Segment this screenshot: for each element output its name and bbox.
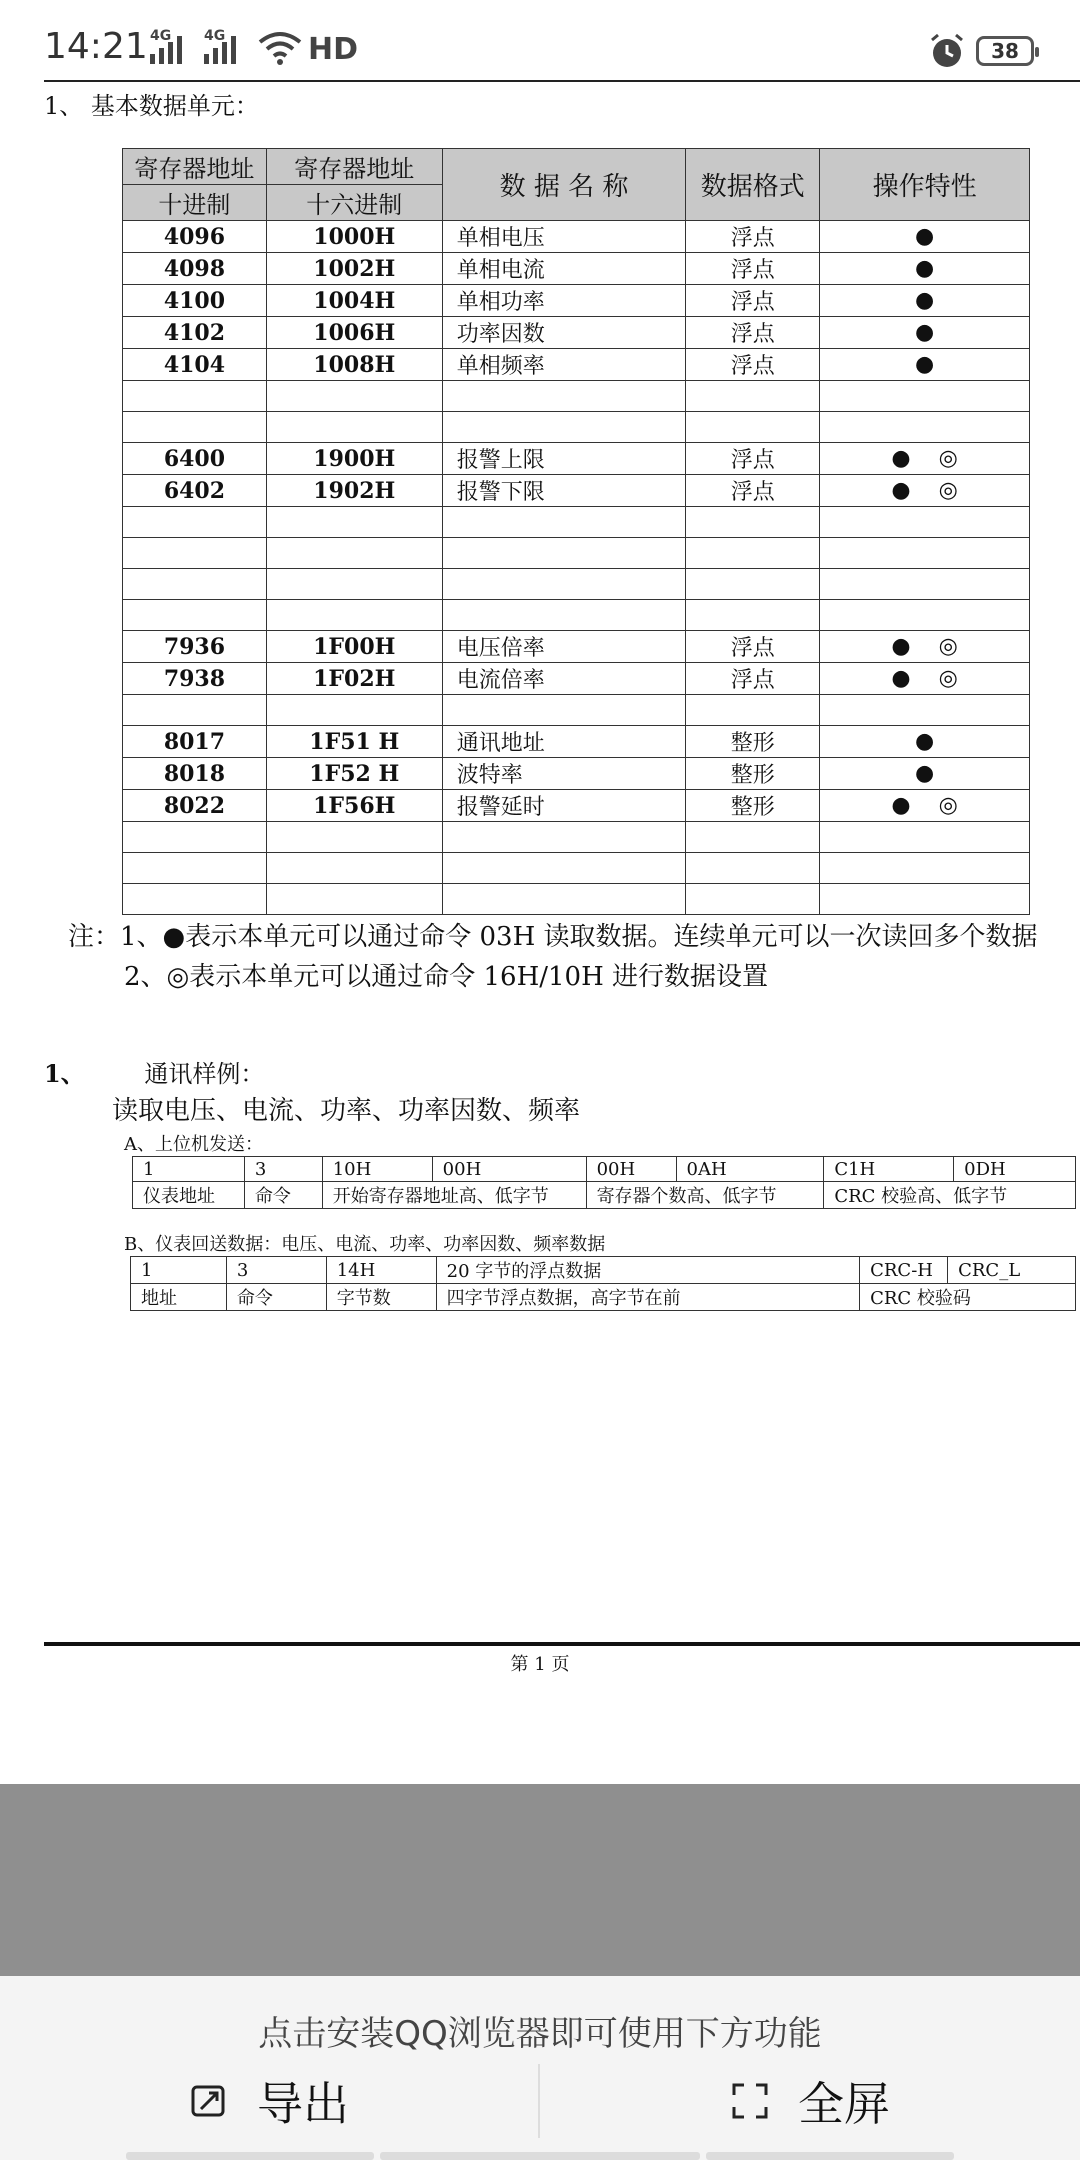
- cell-addr-dec: 6402: [123, 475, 267, 507]
- alarm-icon: [928, 32, 966, 70]
- table-row: [123, 569, 1030, 600]
- signal-icon-2: 4G: [204, 34, 236, 64]
- comm-title-text: 通讯样例：: [144, 1060, 265, 1088]
- fullscreen-button[interactable]: [540, 2066, 1080, 2136]
- status-bar: [0, 0, 1080, 80]
- page-rule: [44, 1642, 1080, 1646]
- cell-ops: ● ◎: [820, 631, 1030, 663]
- send-desc: 仪表地址: [133, 1182, 245, 1209]
- cell-name: [442, 884, 686, 915]
- cell-name: 波特率: [442, 758, 686, 790]
- reply-byte: 14H: [326, 1257, 436, 1284]
- export-icon: [189, 2081, 229, 2121]
- cell-name: 单相电流: [442, 253, 686, 285]
- reply-desc: 字节数: [326, 1284, 436, 1311]
- cell-addr-hex: 1000H: [266, 221, 442, 253]
- cell-addr-dec: 4104: [123, 349, 267, 381]
- cell-ops: ● ◎: [820, 475, 1030, 507]
- cell-ops: ●: [820, 758, 1030, 790]
- cell-addr-hex: 1F51 H: [266, 726, 442, 758]
- cell-addr-dec: 7938: [123, 663, 267, 695]
- cell-ops: ●: [820, 317, 1030, 349]
- export-label: 导出: [257, 2077, 349, 2131]
- cell-addr-hex: 1902H: [266, 475, 442, 507]
- cell-format: [686, 695, 820, 726]
- cell-ops: [820, 695, 1030, 726]
- cell-addr-dec: 6400: [123, 443, 267, 475]
- header-addr-dec-bottom: 十进制: [123, 185, 267, 221]
- table-row: [123, 695, 1030, 726]
- send-byte: C1H: [824, 1157, 954, 1182]
- cell-addr-hex: [266, 853, 442, 884]
- cell-name: [442, 412, 686, 443]
- cell-addr-dec: 4100: [123, 285, 267, 317]
- cell-name: [442, 381, 686, 412]
- gray-overlay-area: [0, 1784, 1080, 1976]
- table-row: [123, 507, 1030, 538]
- table-row: [123, 884, 1030, 915]
- cell-ops: [820, 884, 1030, 915]
- cell-addr-hex: 1900H: [266, 443, 442, 475]
- cell-ops: [820, 569, 1030, 600]
- table-row: [123, 412, 1030, 443]
- reply-byte: 20 字节的浮点数据: [436, 1257, 859, 1284]
- cell-format: [686, 507, 820, 538]
- tab-indicator: [126, 2152, 374, 2160]
- cell-addr-dec: [123, 381, 267, 412]
- cell-ops: [820, 412, 1030, 443]
- cell-addr-hex: [266, 538, 442, 569]
- cell-ops: ●: [820, 349, 1030, 381]
- install-prompt-text[interactable]: 点击安装QQ浏览器即可使用下方功能: [258, 2014, 822, 2054]
- tab-indicator: [706, 2152, 954, 2160]
- cell-format: [686, 569, 820, 600]
- cell-addr-hex: [266, 381, 442, 412]
- register-table: [122, 148, 1030, 915]
- cell-format: [686, 884, 820, 915]
- reply-byte: CRC_L: [948, 1257, 1076, 1284]
- table-row: [123, 349, 1030, 381]
- cell-name: 报警上限: [442, 443, 686, 475]
- cell-name: 单相频率: [442, 349, 686, 381]
- header-addr-dec-top: 寄存器地址: [123, 149, 267, 185]
- table-row: [123, 538, 1030, 569]
- cell-format: 浮点: [686, 349, 820, 381]
- signal-icon: 4G: [150, 34, 182, 64]
- cell-format: 浮点: [686, 221, 820, 253]
- battery-icon: 38: [976, 36, 1034, 66]
- send-byte: 00H: [586, 1157, 676, 1182]
- cell-addr-hex: 1F02H: [266, 663, 442, 695]
- send-desc: CRC 校验高、低字节: [824, 1182, 1076, 1209]
- cell-addr-dec: [123, 695, 267, 726]
- cell-name: 功率因数: [442, 317, 686, 349]
- header-addr-hex-bottom: 十六进制: [266, 185, 442, 221]
- cell-ops: [820, 538, 1030, 569]
- cell-name: [442, 853, 686, 884]
- send-packet-table: [132, 1156, 1076, 1209]
- cell-addr-hex: 1F00H: [266, 631, 442, 663]
- cell-addr-dec: [123, 600, 267, 631]
- wifi-icon: [258, 30, 302, 66]
- cell-ops: ● ◎: [820, 663, 1030, 695]
- cell-ops: ●: [820, 726, 1030, 758]
- tab-indicator: [380, 2152, 700, 2160]
- cell-name: 报警下限: [442, 475, 686, 507]
- fullscreen-label: 全屏: [798, 2077, 890, 2131]
- cell-ops: [820, 507, 1030, 538]
- table-row: [123, 285, 1030, 317]
- header-addr-hex-top: 寄存器地址: [266, 149, 442, 185]
- note-line-2: 2、◎表示本单元可以通过命令 16H/10H 进行数据设置: [124, 962, 769, 992]
- table-row: [123, 758, 1030, 790]
- cell-addr-dec: [123, 569, 267, 600]
- send-label: A、上位机发送：: [124, 1134, 263, 1155]
- cell-ops: [820, 381, 1030, 412]
- install-prompt-bar: [0, 1976, 1080, 2160]
- table-row: [123, 600, 1030, 631]
- reply-desc: CRC 校验码: [860, 1284, 1076, 1311]
- header-format: 数据格式: [686, 149, 820, 221]
- cell-ops: ● ◎: [820, 790, 1030, 822]
- table-row: [123, 221, 1030, 253]
- table-row: [123, 631, 1030, 663]
- table-row: [123, 726, 1030, 758]
- cell-addr-dec: 7936: [123, 631, 267, 663]
- cell-addr-hex: 1002H: [266, 253, 442, 285]
- cell-addr-dec: [123, 853, 267, 884]
- table-row: [123, 381, 1030, 412]
- cell-format: [686, 412, 820, 443]
- cell-ops: ●: [820, 253, 1030, 285]
- reply-byte: CRC-H: [860, 1257, 948, 1284]
- table-row: [123, 790, 1030, 822]
- cell-addr-hex: 1004H: [266, 285, 442, 317]
- send-byte: 10H: [322, 1157, 432, 1182]
- cell-format: [686, 538, 820, 569]
- note-line-1: 注：1、●表示本单元可以通过命令 03H 读取数据。连续单元可以一次读回多个数据: [68, 922, 1038, 952]
- cell-ops: [820, 600, 1030, 631]
- cell-addr-dec: [123, 538, 267, 569]
- cell-format: [686, 822, 820, 853]
- table-row: [123, 443, 1030, 475]
- cell-format: 浮点: [686, 317, 820, 349]
- cell-ops: ●: [820, 285, 1030, 317]
- cell-addr-hex: [266, 695, 442, 726]
- cell-name: [442, 538, 686, 569]
- cell-addr-hex: [266, 412, 442, 443]
- cell-addr-dec: 4102: [123, 317, 267, 349]
- cell-addr-hex: [266, 822, 442, 853]
- cell-ops: ●: [820, 221, 1030, 253]
- cell-addr-dec: [123, 412, 267, 443]
- cell-name: [442, 600, 686, 631]
- reply-desc: 命令: [226, 1284, 326, 1311]
- cell-name: [442, 822, 686, 853]
- cell-format: 浮点: [686, 475, 820, 507]
- cell-format: [686, 381, 820, 412]
- header-name: 数 据 名 称: [442, 149, 686, 221]
- cell-addr-dec: 8018: [123, 758, 267, 790]
- cell-format: 整形: [686, 726, 820, 758]
- send-desc: 开始寄存器地址高、低字节: [322, 1182, 586, 1209]
- hd-indicator: HD: [308, 32, 359, 67]
- comm-title: [44, 1054, 264, 1089]
- cell-addr-hex: 1F56H: [266, 790, 442, 822]
- top-rule: [44, 80, 1080, 82]
- cell-name: [442, 695, 686, 726]
- section-title: 1、 基本数据单元：: [44, 92, 259, 120]
- cell-name: 单相功率: [442, 285, 686, 317]
- cell-ops: [820, 853, 1030, 884]
- cell-addr-dec: [123, 884, 267, 915]
- cell-name: 单相电压: [442, 221, 686, 253]
- cell-ops: [820, 822, 1030, 853]
- cell-format: 浮点: [686, 443, 820, 475]
- cell-addr-dec: 4096: [123, 221, 267, 253]
- table-row: [123, 822, 1030, 853]
- send-byte: 00H: [432, 1157, 586, 1182]
- cell-ops: ● ◎: [820, 443, 1030, 475]
- table-row: [123, 663, 1030, 695]
- send-byte: 1: [133, 1157, 245, 1182]
- reply-byte: 3: [226, 1257, 326, 1284]
- cell-addr-hex: [266, 884, 442, 915]
- comm-title-num: 1、: [44, 1059, 85, 1088]
- cell-format: 浮点: [686, 663, 820, 695]
- cell-addr-hex: 1F52 H: [266, 758, 442, 790]
- cell-name: 电压倍率: [442, 631, 686, 663]
- cell-format: [686, 600, 820, 631]
- reply-label: B、仪表回送数据：电压、电流、功率、功率因数、频率数据: [124, 1234, 606, 1255]
- header-ops: 操作特性: [820, 149, 1030, 221]
- cell-addr-dec: [123, 822, 267, 853]
- cell-name: [442, 569, 686, 600]
- table-row: [123, 475, 1030, 507]
- cell-format: [686, 853, 820, 884]
- export-button[interactable]: [0, 2066, 538, 2136]
- cell-format: 整形: [686, 790, 820, 822]
- cell-addr-dec: 8022: [123, 790, 267, 822]
- comm-subtitle: 读取电压、电流、功率、功率因数、频率: [112, 1096, 581, 1126]
- cell-addr-dec: 8017: [123, 726, 267, 758]
- cell-addr-hex: [266, 600, 442, 631]
- cell-name: [442, 507, 686, 538]
- cell-addr-hex: [266, 507, 442, 538]
- cell-addr-hex: 1006H: [266, 317, 442, 349]
- send-desc: 寄存器个数高、低字节: [586, 1182, 824, 1209]
- table-row: [123, 253, 1030, 285]
- reply-byte: 1: [131, 1257, 227, 1284]
- cell-format: 浮点: [686, 253, 820, 285]
- cell-format: 浮点: [686, 631, 820, 663]
- cell-addr-hex: [266, 569, 442, 600]
- cell-format: 浮点: [686, 285, 820, 317]
- send-desc: 命令: [244, 1182, 322, 1209]
- reply-desc: 四字节浮点数据，高字节在前: [436, 1284, 859, 1311]
- reply-packet-table: [130, 1256, 1076, 1311]
- cell-format: 整形: [686, 758, 820, 790]
- send-byte: 3: [244, 1157, 322, 1182]
- cell-addr-dec: [123, 507, 267, 538]
- send-byte: 0DH: [954, 1157, 1076, 1182]
- reply-desc: 地址: [131, 1284, 227, 1311]
- cell-name: 通讯地址: [442, 726, 686, 758]
- status-time: 14:21: [44, 26, 148, 67]
- cell-name: 报警延时: [442, 790, 686, 822]
- cell-name: 电流倍率: [442, 663, 686, 695]
- table-row: [123, 317, 1030, 349]
- register-table-body: [123, 221, 1030, 915]
- cell-addr-hex: 1008H: [266, 349, 442, 381]
- cell-addr-dec: 4098: [123, 253, 267, 285]
- fullscreen-icon: [730, 2081, 770, 2121]
- send-byte: 0AH: [676, 1157, 824, 1182]
- table-row: [123, 853, 1030, 884]
- page-number: 第 1 页: [510, 1654, 570, 1675]
